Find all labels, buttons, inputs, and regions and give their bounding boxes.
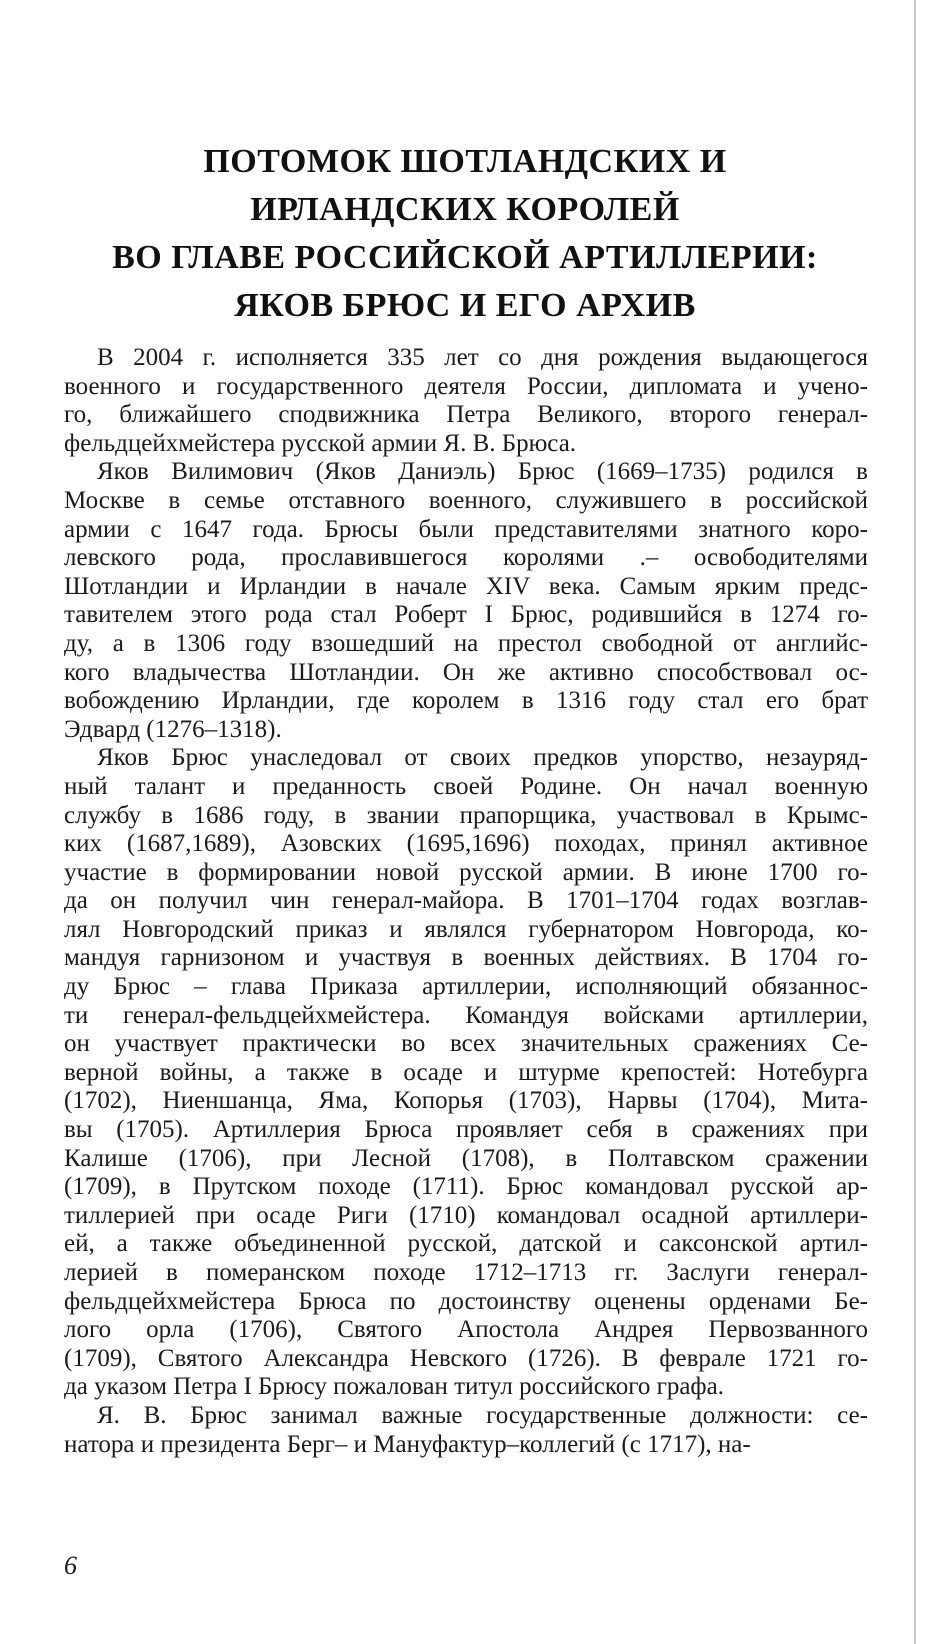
- text-line: тавителем этого рода стал Роберт I Брюс, родившийся в 1274 го-: [64, 601, 868, 629]
- text-line: он участвует практически во всех значительных сражениях Се-: [64, 1030, 868, 1058]
- title-line-4: ЯКОВ БРЮС И ЕГО АРХИВ: [234, 287, 696, 324]
- text-line: Москве в семье отставного военного, служившего в российской: [64, 486, 868, 514]
- text-line: службу в 1686 году, в звании прапорщика, участвовал в Крымс-: [64, 801, 868, 829]
- text-line: вобождению Ирландии, где королем в 1316 году стал его брат: [64, 687, 868, 715]
- text-line: (1702), Ниеншанца, Яма, Копорья (1703), Нарвы (1704), Мита-: [64, 1087, 868, 1115]
- text-line: лерией в померанском походе 1712–1713 гг. Заслуги генерал-: [64, 1259, 868, 1286]
- text-line: ду, а в 1306 году взошедший на престол свободной от английс-: [64, 629, 868, 657]
- chapter-title: [60, 138, 870, 330]
- text-line: армии с 1647 года. Брюсы были представителями знатного коро-: [64, 515, 868, 543]
- text-line: натора и президента Берг– и Мануфактур–коллегий (с 1717), на-: [64, 1430, 751, 1458]
- text-line: лял Новгородский приказ и являлся губернатором Новгорода, ко-: [64, 915, 868, 943]
- text-line: (1709), в Прутском походе (1711). Брюс командовал русской ар-: [64, 1173, 868, 1201]
- text-line: верной войны, а также в осаде и штурме крепостей: Нотебурга: [64, 1058, 868, 1086]
- text-line: ких (1687,1689), Азовских (1695,1696) походах, принял активное: [64, 830, 868, 858]
- text-line: фельдцейхмейстера Брюса по достоинству оценены орденами Бе-: [64, 1287, 868, 1315]
- text-line: Я. В. Брюс занимал важные государственные должности: се-: [97, 1401, 868, 1429]
- title-line-3: ВО ГЛАВЕ РОССИЙСКОЙ АРТИЛЛЕРИИ:: [112, 239, 818, 276]
- body-text: [64, 344, 868, 1459]
- text-line: да указом Петра I Брюсу пожалован титул российского графа.: [64, 1373, 724, 1401]
- page-number: 6: [64, 1551, 77, 1580]
- text-line: ный талант и преданность своей Родине. Он начал военную: [64, 772, 868, 800]
- title-line-1: ПОТОМОК ШОТЛАНДСКИХ И: [203, 143, 727, 180]
- paragraph: [64, 1402, 868, 1459]
- text-line: левского рода, прославившегося королями .– освободителями: [64, 544, 868, 572]
- text-line: В 2004 г. исполняется 335 лет со дня рождения выдающегося: [97, 344, 868, 371]
- text-line: ду Брюс – глава Приказа артиллерии, исполняющий обязаннос-: [64, 973, 868, 1001]
- text-line: Калише (1706), при Лесной (1708), в Полтавском сражении: [64, 1144, 868, 1172]
- page-edge: [914, 0, 916, 1644]
- paragraph: [64, 458, 868, 744]
- text-line: кого владычества Шотландии. Он же активно способствовал ос-: [64, 658, 868, 686]
- text-line: да он получил чин генерал-майора. В 1701–1704 годах возглав-: [64, 887, 868, 915]
- paragraph: [64, 744, 868, 1402]
- text-line: тиллерией при осаде Риги (1710) командовал осадной артиллери-: [64, 1201, 868, 1229]
- paragraph: [64, 344, 868, 458]
- text-line: участие в формировании новой русской армии. В июне 1700 го-: [64, 858, 868, 886]
- text-line: лого орла (1706), Святого Апостола Андрея Первозванного: [64, 1316, 868, 1344]
- text-line: мандуя гарнизоном и участвуя в военных действиях. В 1704 го-: [64, 944, 868, 972]
- title-line-2: ИРЛАНДСКИХ КОРОЛЕЙ: [250, 191, 680, 228]
- text-line: фельдцейхмейстера русской армии Я. В. Брюса.: [64, 429, 577, 457]
- text-line: го, ближайшего сподвижника Петра Великого, второго генерал-: [64, 401, 868, 429]
- text-line: Шотландии и Ирландии в начале XIV века. Самым ярким предс-: [64, 572, 868, 600]
- text-line: вы (1705). Артиллерия Брюса проявляет себя в сражениях при: [64, 1116, 868, 1144]
- text-line: Яков Брюс унаследовал от своих предков упорство, незауряд-: [97, 744, 868, 772]
- text-line: ей, а также объединенной русской, датской и саксонской артил-: [64, 1230, 868, 1258]
- text-line: военного и государственного деятеля России, дипломата и учено-: [64, 372, 868, 400]
- text-line: Эдвард (1276–1318).: [64, 715, 282, 743]
- text-line: (1709), Святого Александра Невского (1726). В феврале 1721 го-: [64, 1344, 868, 1372]
- text-line: ти генерал-фельдцейхмейстера. Командуя войсками артиллерии,: [64, 1001, 868, 1029]
- text-line: Яков Вилимович (Яков Даниэль) Брюс (1669–1735) родился в: [97, 458, 868, 486]
